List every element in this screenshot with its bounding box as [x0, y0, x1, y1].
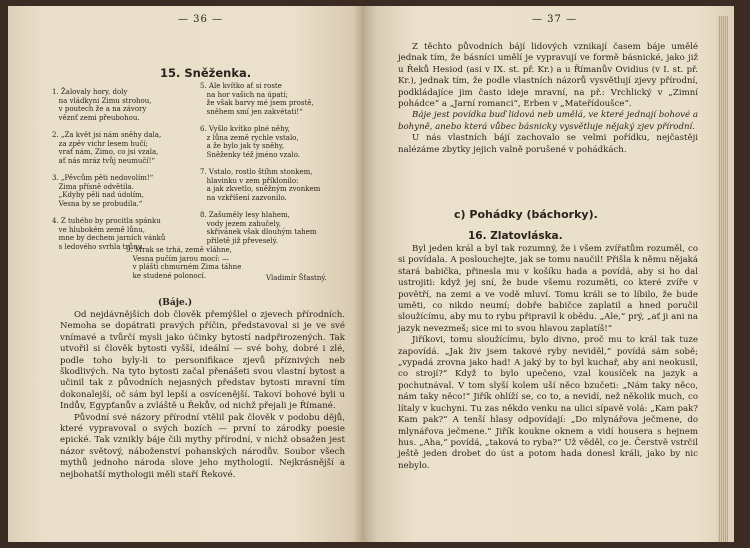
right-prose-top — [398, 42, 698, 156]
paragraph: U nás vlastních bájí zachovalo se velmi pořídku, nejčastěji nalézáme zbytky jejich valně porušené v pohádkách. — [398, 133, 698, 155]
paragraph: Z těchto původních bájí lidových vznikají časem báje umělé jednak tím, že básníci umělí je vypravují ve formě básnické, jako již u Řeků Hesiod (asi v IX. st. př. Kr.) a u Římanův Ovidius (v I. st. př. Kr.), jednak tím, že podle vlastních názorů vysvětlují zjevy přírodní, podkládajíce jim často ideje mravní, na př.: Vrchlický v „Zimní pohádce“ a „Jarní romanci“, Erben v „Mateřídoušce“. — [398, 42, 698, 110]
page-number-right: — 37 — — [532, 14, 578, 25]
left-page — [8, 6, 363, 542]
poem-final-stanza: 9. Mrak se trhá, země vláhne, Vesna pučím jarou mocí: — v plášti chmurném Zima táhne ke studené polonocí. — [126, 246, 242, 280]
left-prose — [60, 310, 345, 481]
page-number-left: — 36 — — [178, 14, 224, 25]
poem-column-left: 1. Žalovaly hory, doly na vládkyni Zimu strohou, v poutech že a na závory věznť zemi přeubohou. 2. „Za květ jsi nám sněhy dala, za zpěv vichr lesem hučí; vrať nám, Zimo, co jsi vzala, ať nás mráz tvůj neumučí!“ 3. „Pěvcům pěti nedovolím!“ Zima přísně odvětila. „Kdyby pěli nad údolím, Vesna by se probudila.“ 4. Z tuhého by procitla spánku ve hlubokém země lůnu, mne by dechem jarních vánků s ledového svrhla trůnu. — [52, 88, 166, 251]
poem-column-right: 5. Ale kvítko ať si roste na hor vašich na úpatí; že však barvy mé jsem prostě, sněhem smí jen zakvétati!“ 6. Vyšlo kvítko plné něhy, z lůna země rychle vstalo, a že bylo jak ty sněhy, Sněženky též jméno vzalo. 7. Vstalo, rostlo štíhm stonkem, hlavinku v zem příklonilo: a jak zkvetlo, sněžným zvonkem na vzkříšení zazvonilo. 8. Zašuměly lesy hlahem, vody jezem zahučely, skřivánek však dlouhým tahem přiletě již převeselý. — [200, 82, 321, 245]
section-heading-pohadky: c) Pohádky (báchorky). — [454, 208, 598, 221]
paragraph: Jiříkovi, tomu sloužícímu, bylo divno, proč mu to král tak tuze zapovídá. „Jak živ jsem takové ryby neviděl,“ povídá sám sobě; „vypadá zrovna jako had! A jaký by to byl kuchař, aby ani neokusil, co strojí?“ Když to bylo upečeno, vzal kousíček na jazyk a pochutnával. V tom slyší kolem uší něco bzučeti: „Nám taky něco, nám taky něco!“ Jiřík ohlíží se, co to, a nevidí, než několik much, co lítaly v kuchyni. Tu zas někdo venku na ulici sípavě volá: „Kam pak? Kam pak?“ A tenší hlasy odpovídají: „Do mlynářova ječmene, do mlynářova ječmene.“ Jiřík koukne oknem a vidí housera s hejnem hus. „Aha,“ povídá, „taková to ryba?“ Už věděl, co je. Čerstvě vstrčil ještě jeden drobet do úst a potom hada donesl králi, jako by nic nebylo. — [398, 335, 698, 471]
paragraph: Byl jeden král a byl tak rozumný, že i všem zvířatům rozuměl, co si povídala. A poslouchejte, jak se tomu naučil! Přišla k němu nějaká stará babička, přinesla mu v košíku hada a povídá, aby si ho dal ustrojiti: když jej sní, že bude všemu rozuměti, co které zvíře v povětří, na zemi a ve vodě mluví. Tomu králi se to líbilo, že bude uměti, co nikdo neumí; dobře babičce zaplatil a hned poručil sloužícímu, aby mu to rybu připravil k obědu. „Ale,“ prý, „ať ji ani na jazyk nevezmeš; sice mi to svou hlavou zaplatíš!“ — [398, 244, 698, 334]
right-page — [362, 6, 734, 542]
definition-note: Báje jest povídka buď lidová neb umělá, ve které jednají bohové a bohyně, anebo která vůbec básnicky vysvětluje nějaký zjev přírodní. — [398, 110, 698, 132]
paragraph: Původní své názory přírodní vtělil pak člověk v podobu dějů, které vypravoval o svých bozích — první to zárodky poesie epické. Tak vznikly báje čili mythy přírodní, v nichž obsažen jest názor světový, náboženství pohanských národův. Soubor všech mythů jednoho národa slove jeho mythologií. Nejkrásnější a nejbohatší mythologii měli staří Řekové. — [60, 412, 345, 480]
poem-title: 15. Sněženka. — [160, 66, 252, 80]
page-edge-stack — [718, 16, 728, 542]
poem-signature: Vladimír Šťastný. — [266, 274, 327, 282]
story-title: 16. Zlatovláska. — [468, 230, 563, 242]
paragraph: Od nejdávnějších dob člověk přemýšlel o zjevech přírodních. Nemoha se dopátrati pravých příčin, představoval si je ve své vnímavé a tvůrčí mysli jako účinky bytostí nadpřirozených. Tak utvořil si člověk bytosti vyšší, ideální — své bohy, dobré i zlé, podle toho byly-li to personifikace zjevů příznivých neb škodlivých. Na tyto bytosti začal přenášeti svou vlastní bytost a učinil tak z původních nejasných představ bytosti mravní tím dokonalejší, oč sám byl lepší a osvícenější. Takoví bohové byli u Indův, Egypťanův a zvláště u Řekův, od nichž přejali je Římané. — [60, 310, 345, 412]
section-title-baje: (Báje.) — [158, 298, 193, 308]
story-text — [398, 244, 698, 472]
